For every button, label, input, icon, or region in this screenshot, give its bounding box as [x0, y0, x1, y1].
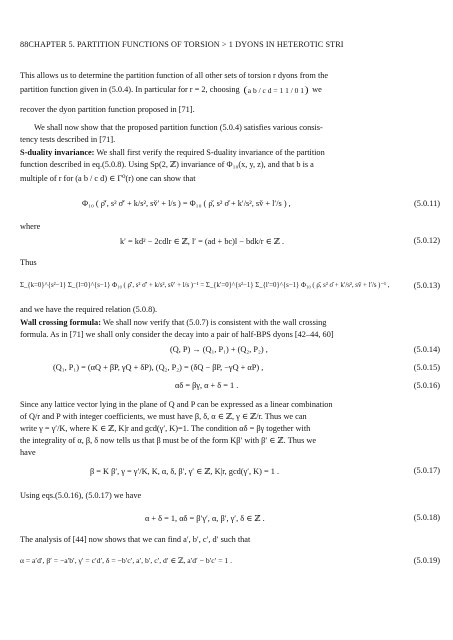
equation-number: (5.0.12) [413, 236, 440, 245]
paragraph-sduality-line1 [20, 147, 440, 159]
equation-number: (5.0.17) [413, 466, 440, 475]
paragraph-consistency-line2: tency tests described in [71]. [20, 135, 116, 144]
equation-5-0-14 [20, 345, 440, 359]
paragraph-lattice-line2: of Q/r and P with integer coefficients, we must have β, δ, α ∈ ℤ, γ ∈ ℤ/r. Thus we can [20, 412, 307, 421]
running-header: 88CHAPTER 5. PARTITION FUNCTIONS OF TORSION > 1 DYONS IN HETEROTIC STRI [20, 40, 344, 49]
equation-5-0-17 [20, 466, 440, 480]
equation-body: (Q, P) → (Q₁, P₁) + (Q₂, P₂) , [170, 345, 268, 354]
equation-number: (5.0.14) [413, 345, 440, 354]
equation-body: β = K β′, γ = γ′/K, K, α, δ, β′, γ′ ∈ ℤ, K|r, gcd(γ′, K) = 1 . [90, 467, 280, 476]
equation-number: (5.0.16) [413, 381, 440, 390]
equation-number: (5.0.13) [413, 281, 440, 290]
paragraph-analysis: The analysis of [44] now shows that we can find a′, b′, c′, d′ such that [20, 535, 251, 544]
paragraph-lattice-line4: the integrality of α, β, δ now tells us that β must be of the form Kβ′ with β′ ∈ ℤ. Thus we [20, 436, 317, 445]
word-where: where [20, 222, 41, 231]
paragraph-intro-line3: recover the dyon partition function proposed in [71]. [20, 105, 195, 114]
intro-text: partition function given in (5.0.4). In particular for r = 2, choosing [20, 85, 240, 94]
equation-body: Σ_{k=0}^{s²−1} Σ_{l=0}^{s−1} Φ₁₀ ( ρ̌′, s² σ̌′ + k/s², sv̌′ + l/s )⁻¹ = Σ_{k′=0}^{s²−1} Σ_{l′=0}^{s−1} Φ₁₀ ( ρ̌, s² σ̌ + k′/s², sv̌ + l′/s )⁻¹ , [20, 282, 390, 289]
paragraph-lattice-line5: have [20, 448, 36, 457]
sduality-heading: S-duality invariance: [20, 148, 95, 157]
equation-number: (5.0.19) [413, 556, 440, 565]
paragraph-intro-line2 [20, 84, 440, 96]
paragraph-sduality-line2: function described in eq.(5.0.8). Using Sp(2, ℤ) invariance of Φ₁₀(x, y, z), and that b is a [20, 160, 314, 169]
word-thus: Thus [20, 258, 37, 267]
paragraph-using-eqs: Using eqs.(5.0.16), (5.0.17) we have [20, 491, 142, 500]
equation-5-0-18 [20, 513, 440, 527]
paragraph-intro-line1: This allows us to determine the partition function of all other sets of torsion r dyons from the [20, 71, 329, 80]
paragraph-sduality-line3: multiple of r for (a b / c d) ∈ Γ⁰(r) one can show that [20, 174, 196, 183]
wall-crossing-heading: Wall crossing formula: [20, 318, 101, 327]
paragraph-lattice-line1: Since any lattice vector lying in the plane of Q and P can be expressed as a linear combination [20, 400, 333, 409]
equation-5-0-12 [20, 236, 440, 250]
equation-5-0-16 [20, 381, 440, 395]
inline-matrix: a b / c d = 1 1 / 0 1 [244, 86, 308, 95]
sduality-text: We shall first verify the required S-duality invariance of the partition [96, 148, 325, 157]
equation-number: (5.0.15) [413, 363, 440, 372]
paragraph-lattice-line3: write γ = γ′/K, where K ∈ ℤ, K|r and gcd(γ′, K)=1. The condition αδ = βγ together with [20, 424, 311, 433]
equation-number: (5.0.18) [413, 513, 440, 522]
wall-crossing-text: We shall now verify that (5.0.7) is consistent with the wall crossing [102, 318, 327, 327]
paragraph-wall-line1 [20, 317, 440, 329]
equation-body: k′ = kd² − 2cdlr ∈ ℤ, l′ = (ad + bc)l − bdk/r ∈ ℤ . [120, 237, 285, 246]
equation-5-0-13 [20, 281, 440, 295]
equation-body: (Q₁, P₁) = (αQ + βP, γQ + δP), (Q₂, P₂) = (δQ − βP, −γQ + αP) , [53, 363, 264, 372]
intro-text-we: we [312, 85, 322, 94]
paragraph-consistency-line1: We shall now show that the proposed partition function (5.0.4) satisfies various consis- [34, 123, 323, 132]
equation-body: α + δ = 1, αδ = β′γ′, α, β′, γ′, δ ∈ ℤ . [145, 514, 265, 523]
equation-body: α = a′d′, β′ = −a′b′, γ′ = c′d′, δ = −b′c′, a′, b′, c′, d′ ∈ ℤ, a′d′ − b′c′ = 1 . [20, 556, 232, 565]
paragraph-wall-line2: formula. As in [71] we shall only consider the decay into a pair of half-BPS dyons [42–44, 60] [20, 330, 334, 339]
equation-body: Φ₁₀ ( ρ̌′, s² σ̌′ + k/s², sv̌′ + l/s ) = Φ₁₀ ( ρ̌, s² σ̌ + k′/s², sv̌ + l′/s ) , [82, 199, 291, 208]
equation-body: αδ = βγ, α + δ = 1 . [175, 381, 239, 390]
equation-5-0-19 [20, 556, 440, 570]
paragraph-required-relation: and we have the required relation (5.0.8). [20, 305, 158, 314]
equation-5-0-15 [20, 363, 440, 377]
equation-number: (5.0.11) [414, 199, 440, 208]
equation-5-0-11 [20, 199, 440, 213]
